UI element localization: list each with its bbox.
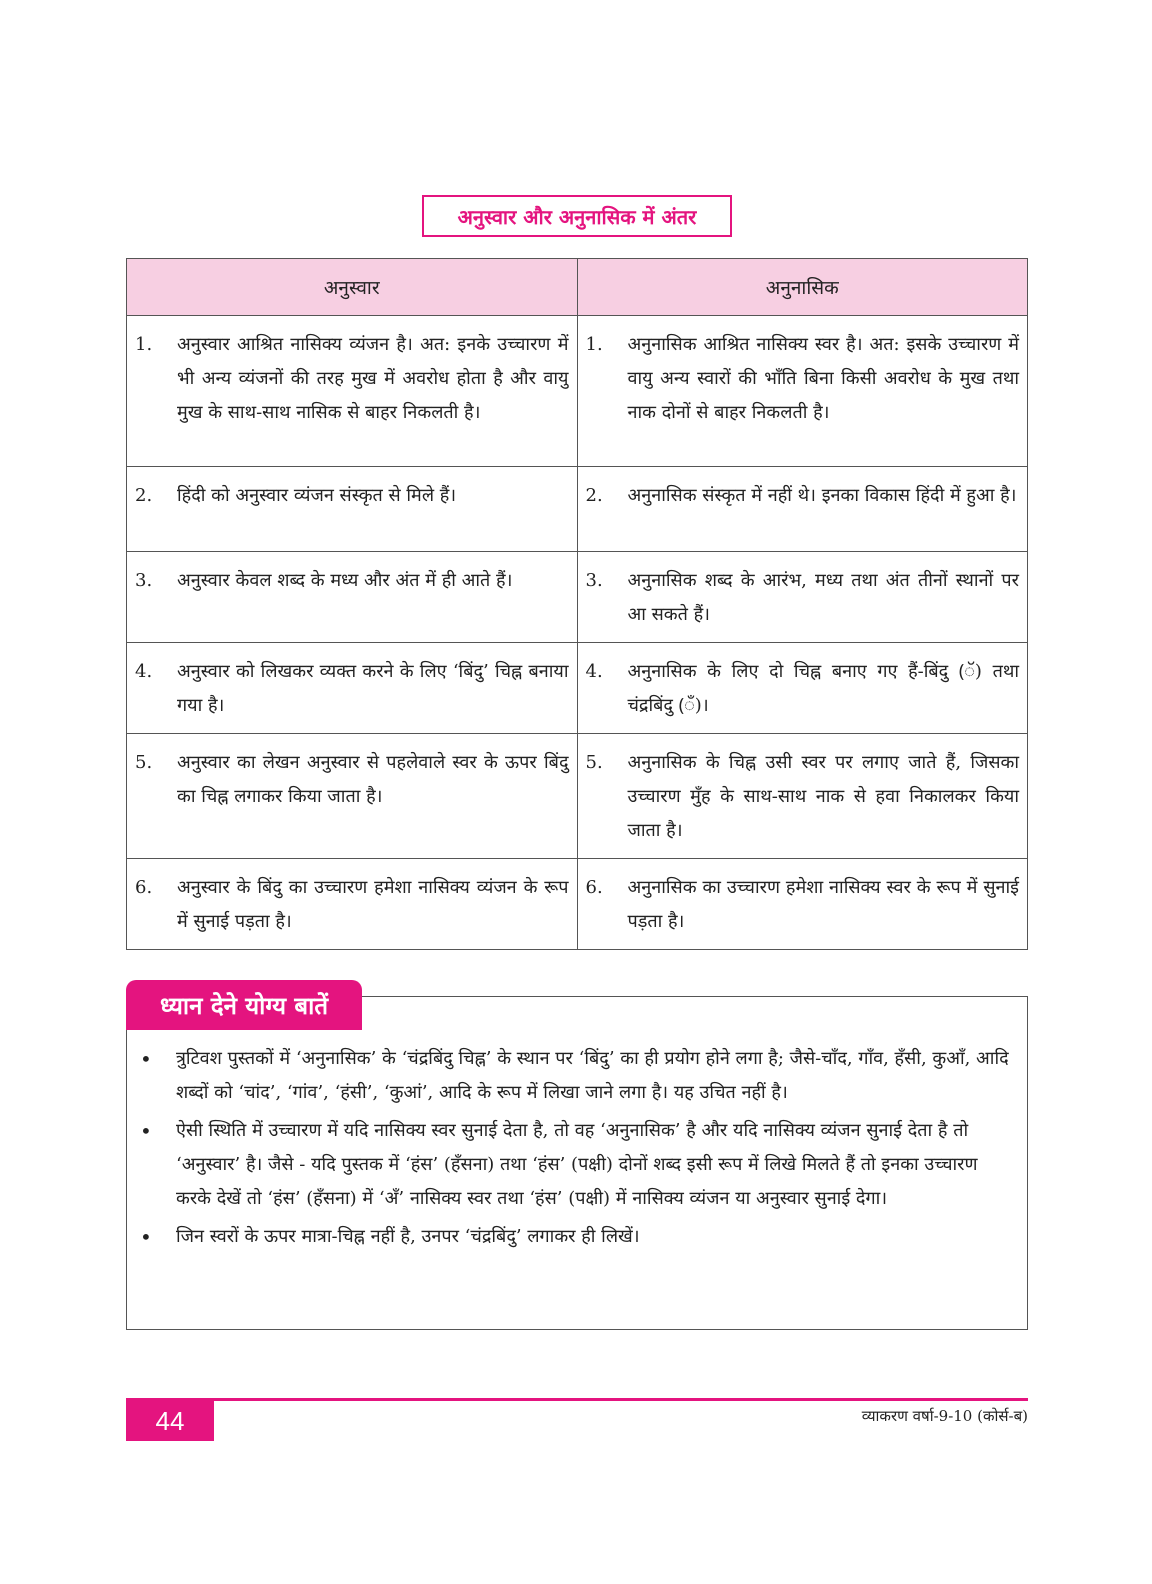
row-text: अनुस्वार के बिंदु का उच्चारण हमेशा नासिक्य व्यंजन के रूप में सुनाई पड़ता है। xyxy=(177,877,569,932)
anunasik-cell xyxy=(577,643,1028,734)
row-number: 2. xyxy=(585,485,603,506)
page-number: 44 xyxy=(126,1401,214,1441)
anuswar-cell xyxy=(127,316,578,467)
list-item xyxy=(140,1114,1014,1216)
row-text: अनुनासिक शब्द के आरंभ, मध्य तथा अंत तीनों स्थानों पर आ सकते हैं। xyxy=(627,570,1019,625)
table-row xyxy=(127,643,1028,734)
anunasik-cell xyxy=(577,552,1028,643)
row-number: 5. xyxy=(585,752,603,773)
row-number: 3. xyxy=(135,570,153,591)
anunasik-cell xyxy=(577,467,1028,552)
row-number: 5. xyxy=(135,752,153,773)
table-row xyxy=(127,552,1028,643)
row-number: 6. xyxy=(135,877,153,898)
row-text: अनुनासिक के चिह्न उसी स्वर पर लगाए जाते हैं, जिसका उच्चारण मुँह के साथ-साथ नाक से हवा निकालकर किया जाता है। xyxy=(627,752,1019,841)
row-number: 1. xyxy=(135,334,153,355)
row-text: अनुस्वार आश्रित नासिक्य व्यंजन है। अत: इनके उच्चारण में भी अन्य व्यंजनों की तरह मुख में अवरोध होता है और वायु मुख के साथ-साथ नासिक से बाहर निकलती है। xyxy=(177,334,569,423)
footer-divider xyxy=(126,1398,1028,1401)
row-text: अनुनासिक का उच्चारण हमेशा नासिक्य स्वर के रूप में सुनाई पड़ता है। xyxy=(627,877,1019,932)
row-number: 4. xyxy=(585,661,603,682)
row-number: 4. xyxy=(135,661,153,682)
notes-list xyxy=(140,1042,1014,1258)
anunasik-cell xyxy=(577,734,1028,859)
table-row xyxy=(127,734,1028,859)
row-text: अनुनासिक आश्रित नासिक्य स्वर है। अत: इसके उच्चारण में वायु अन्य स्वारों की भाँति बिना किसी अवरोध के मुख तथा नाक दोनों से बाहर निकलती है। xyxy=(627,334,1019,423)
table-row xyxy=(127,316,1028,467)
row-text: हिंदी को अनुस्वार व्यंजन संस्कृत से मिले हैं। xyxy=(177,485,457,506)
anuswar-cell xyxy=(127,552,578,643)
row-text: अनुनासिक के लिए दो चिह्न बनाए गए हैं-बिंदु (ॅ) तथा चंद्रबिंदु (ँ)। xyxy=(627,661,1019,716)
anuswar-cell xyxy=(127,734,578,859)
note-text: जिन स्वरों के ऊपर मात्रा-चिह्न नहीं है, उनपर ‘चंद्रबिंदु’ लगाकर ही लिखें। xyxy=(176,1226,640,1247)
anunasik-cell xyxy=(577,859,1028,950)
anuswar-cell xyxy=(127,643,578,734)
bullet-icon: • xyxy=(140,1225,152,1249)
bullet-icon: • xyxy=(140,1119,152,1143)
list-item xyxy=(140,1220,1014,1254)
row-text: अनुस्वार केवल शब्द के मध्य और अंत में ही आते हैं। xyxy=(177,570,513,591)
anuswar-cell xyxy=(127,859,578,950)
list-item xyxy=(140,1042,1014,1110)
row-number: 1. xyxy=(585,334,603,355)
row-text: अनुनासिक संस्कृत में नहीं थे। इनका विकास हिंदी में हुआ है। xyxy=(627,485,1017,506)
note-text: ऐसी स्थिति में उच्चारण में यदि नासिक्य स्वर सुनाई देता है, तो वह ‘अनुनासिक’ है और यदि नासिक्य व्यंजन सुनाई देता है तो ‘अनुस्वार’ है। जैसे - यदि पुस्तक में ‘हंस’ (हँसना) तथा ‘हंस’ (पक्षी) दोनों शब्द इसी रूप में लिखे मिलते हैं तो इनका उच्चारण करके देखें तो ‘हंस’ (हँसना) में ‘अँ’ नासिक्य स्वर तथा ‘हंस’ (पक्षी) में नासिक्य व्यंजन या अनुस्वार सुनाई देगा। xyxy=(176,1120,978,1209)
note-text: त्रुटिवश पुस्तकों में ‘अनुनासिक’ के ‘चंद्रबिंदु चिह्न’ के स्थान पर ‘बिंदु’ का ही प्रयोग होने लगा है; जैसे-चाँद, गाँव, हँसी, कुआँ, आदि शब्दों को ‘चांद’, ‘गांव’, ‘हंसी’, ‘कुआं’, आदि के रूप में लिखा जाने लगा है। यह उचित नहीं है। xyxy=(176,1048,1009,1103)
header-anunasik: अनुनासिक xyxy=(577,259,1028,316)
comparison-table xyxy=(126,258,1028,950)
book-title: व्याकरण वर्षा-9-10 (कोर्स-ब) xyxy=(861,1407,1028,1425)
anunasik-cell xyxy=(577,316,1028,467)
page-title: अनुस्वार और अनुनासिक में अंतर xyxy=(422,195,732,237)
table-row xyxy=(127,859,1028,950)
bullet-icon: • xyxy=(140,1047,152,1071)
header-anuswar: अनुस्वार xyxy=(127,259,578,316)
table-row xyxy=(127,467,1028,552)
anuswar-cell xyxy=(127,467,578,552)
notes-title: ध्यान देने योग्य बातें xyxy=(126,980,362,1030)
row-number: 6. xyxy=(585,877,603,898)
row-number: 3. xyxy=(585,570,603,591)
row-text: अनुस्वार का लेखन अनुस्वार से पहलेवाले स्वर के ऊपर बिंदु का चिह्न लगाकर किया जाता है। xyxy=(177,752,569,807)
row-number: 2. xyxy=(135,485,153,506)
row-text: अनुस्वार को लिखकर व्यक्त करने के लिए ‘बिंदु’ चिह्न बनाया गया है। xyxy=(177,661,569,716)
table-header-row xyxy=(127,259,1028,316)
